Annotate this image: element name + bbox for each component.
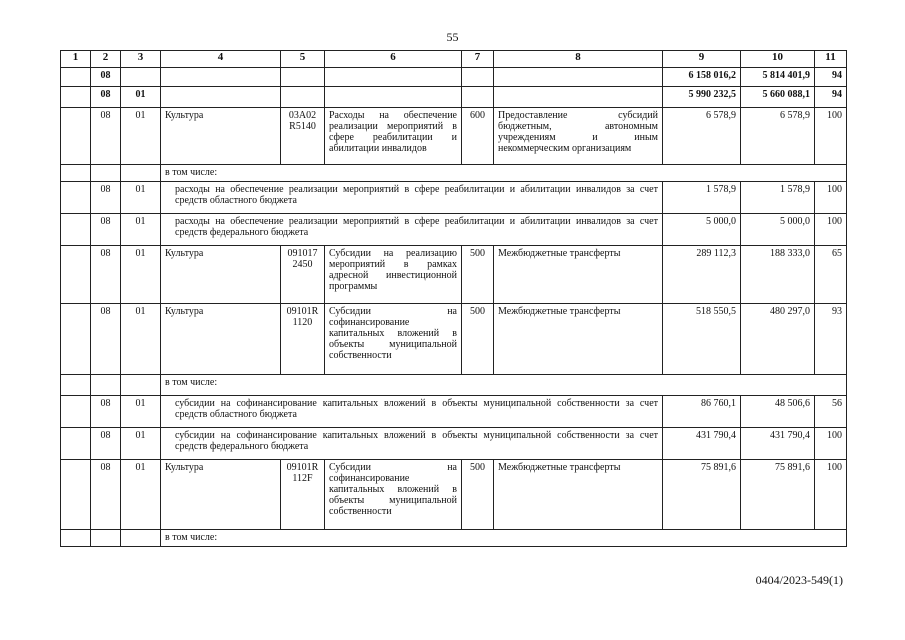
section-row-08 [61,68,847,87]
percent: 100 [815,108,847,165]
expense-type-code: 600 [462,108,494,165]
percent: 94 [815,87,847,108]
item-name: Культура [161,246,281,304]
section-code: 08 [91,68,121,87]
amount-plan: 431 790,4 [663,428,741,460]
percent: 65 [815,246,847,304]
section-code: 08 [91,396,121,428]
detail-text: субсидии на софинансирование капитальных вложений в объекты муниципальной собственности за счет средств федерального бюджета [161,428,663,460]
amount-plan: 5 990 232,5 [663,87,741,108]
col-header: 5 [281,51,325,68]
purpose-text: Субсидии на реализацию мероприятий в рамках адресной инвестиционной программы [325,246,462,304]
subsection-code: 01 [121,396,161,428]
amount-plan: 289 112,3 [663,246,741,304]
section-code: 08 [91,214,121,246]
subsection-code: 01 [121,304,161,375]
section-code: 08 [91,246,121,304]
section-code: 08 [91,182,121,214]
percent: 100 [815,182,847,214]
amount-fact: 5 814 401,9 [741,68,815,87]
amount-fact: 48 506,6 [741,396,815,428]
including-row [61,375,847,396]
amount-plan: 6 578,9 [663,108,741,165]
amount-plan: 5 000,0 [663,214,741,246]
expense-type-name: Межбюджетные трансферты [494,304,663,375]
amount-fact: 431 790,4 [741,428,815,460]
col-header: 3 [121,51,161,68]
expense-type-name: Межбюджетные трансферты [494,246,663,304]
subsection-code: 01 [121,214,161,246]
expense-type-code: 500 [462,460,494,530]
subsection-code: 01 [121,246,161,304]
table-row [61,214,847,246]
col-header: 6 [325,51,462,68]
table-row [61,246,847,304]
percent: 94 [815,68,847,87]
target-article-code: 09101R 112F [281,460,325,530]
amount-fact: 188 333,0 [741,246,815,304]
table-row [61,460,847,530]
section-code: 08 [91,304,121,375]
including-row [61,530,847,547]
detail-text: субсидии на софинансирование капитальных вложений в объекты муниципальной собственности за счет средств областного бюджета [161,396,663,428]
percent: 93 [815,304,847,375]
percent: 56 [815,396,847,428]
percent: 100 [815,460,847,530]
subsection-code: 01 [121,182,161,214]
section-code: 08 [91,108,121,165]
col-header: 9 [663,51,741,68]
target-article-code: 091017 2450 [281,246,325,304]
subsection-code: 01 [121,87,161,108]
col-header: 11 [815,51,847,68]
amount-plan: 518 550,5 [663,304,741,375]
purpose-text: Субсидии на софинансирование капитальных вложений в объекты муниципальной собственности [325,304,462,375]
amount-plan: 75 891,6 [663,460,741,530]
including-label: в том числе: [161,165,847,182]
page-number: 55 [446,30,459,44]
amount-fact: 5 000,0 [741,214,815,246]
table-row [61,396,847,428]
expense-type-code: 500 [462,304,494,375]
detail-text: расходы на обеспечение реализации мероприятий в сфере реабилитации и абилитации инвалидов за счет средств федерального бюджета [161,214,663,246]
col-header: 7 [462,51,494,68]
target-article-code: 09101R 1120 [281,304,325,375]
budget-table [60,50,847,547]
detail-text: расходы на обеспечение реализации мероприятий в сфере реабилитации и абилитации инвалидов за счет средств областного бюджета [161,182,663,214]
expense-type-name: Предоставление субсидий бюджетным, автономным учреждениям и иным некоммерческим организациям [494,108,663,165]
section-code: 08 [91,428,121,460]
subsection-code: 01 [121,108,161,165]
amount-fact: 5 660 088,1 [741,87,815,108]
percent: 100 [815,428,847,460]
purpose-text: Субсидии на софинансирование капитальных вложений в объекты муниципальной собственности [325,460,462,530]
col-header: 2 [91,51,121,68]
table-row [61,182,847,214]
document-code: 0404/2023-549(1) [755,573,843,587]
col-header: 4 [161,51,281,68]
section-code: 08 [91,460,121,530]
item-name: Культура [161,304,281,375]
section-row-0801 [61,87,847,108]
amount-plan: 86 760,1 [663,396,741,428]
subsection-code: 01 [121,428,161,460]
item-name: Культура [161,108,281,165]
col-header: 10 [741,51,815,68]
target-article-code: 03А02 R5140 [281,108,325,165]
including-label: в том числе: [161,530,847,547]
amount-plan: 1 578,9 [663,182,741,214]
amount-fact: 75 891,6 [741,460,815,530]
table-row [61,304,847,375]
header-row [61,51,847,68]
section-code: 08 [91,87,121,108]
percent: 100 [815,214,847,246]
table-row [61,108,847,165]
amount-fact: 6 578,9 [741,108,815,165]
including-row [61,165,847,182]
amount-plan: 6 158 016,2 [663,68,741,87]
purpose-text: Расходы на обеспечение реализации мероприятий в сфере реабилитации и абилитации инвалидов [325,108,462,165]
item-name: Культура [161,460,281,530]
expense-type-code: 500 [462,246,494,304]
subsection-code: 01 [121,460,161,530]
amount-fact: 1 578,9 [741,182,815,214]
amount-fact: 480 297,0 [741,304,815,375]
including-label: в том числе: [161,375,847,396]
col-header: 8 [494,51,663,68]
expense-type-name: Межбюджетные трансферты [494,460,663,530]
table-row [61,428,847,460]
col-header: 1 [61,51,91,68]
